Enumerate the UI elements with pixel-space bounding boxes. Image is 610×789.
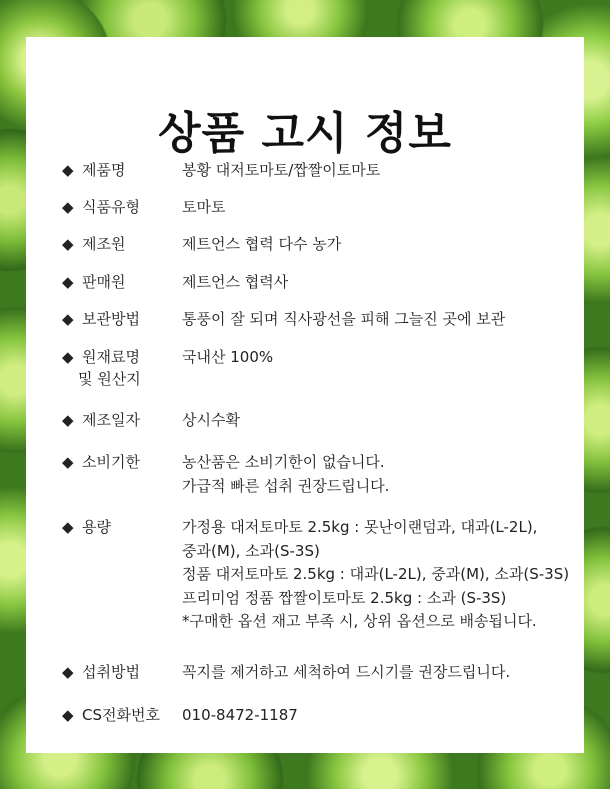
row-value: 봉황 대저토마토/짭짤이토마토 — [182, 161, 381, 179]
diamond-bullet-icon: ◆ — [62, 310, 74, 328]
diamond-bullet-icon: ◆ — [62, 411, 74, 429]
row-label: ◆ 소비기한 — [62, 453, 140, 471]
diamond-bullet-icon: ◆ — [62, 198, 74, 216]
row-label: ◆ 용량 — [62, 518, 111, 536]
diamond-bullet-icon: ◆ — [62, 273, 74, 291]
diamond-bullet-icon: ◆ — [62, 453, 74, 471]
diamond-bullet-icon: ◆ — [62, 348, 74, 366]
row-value: 제트언스 협력 다수 농가 — [182, 235, 342, 253]
cs-phone-number: 010-8472-1187 — [182, 706, 298, 724]
row-label: ◆ 판매원 — [62, 273, 126, 291]
row-value: 토마토 — [182, 198, 226, 216]
row-label: ◆ CS전화번호 — [62, 706, 160, 724]
diamond-bullet-icon: ◆ — [62, 161, 74, 179]
row-label: ◆ 섭취방법 — [62, 663, 140, 681]
row-value: 상시수확 — [182, 411, 240, 429]
diamond-bullet-icon: ◆ — [62, 663, 74, 681]
row-value: 농산품은 소비기한이 없습니다. 가급적 빠른 섭취 권장드립니다. — [182, 453, 390, 495]
page-title: 상품 고시 정보 — [158, 108, 452, 159]
diamond-bullet-icon: ◆ — [62, 235, 74, 253]
row-label: ◆ 원재료명 및 원산지 — [62, 348, 141, 388]
row-value: 국내산 100% — [182, 348, 274, 366]
row-value: 통풍이 잘 되며 직사광선을 피해 그늘진 곳에 보관 — [182, 310, 506, 328]
row-label: ◆ 제조원 — [62, 235, 126, 253]
row-label: ◆ 제조일자 — [62, 411, 140, 429]
row-value: 꼭지를 제거하고 세척하여 드시기를 권장드립니다. — [182, 663, 511, 681]
row-value: 제트언스 협력사 — [182, 273, 289, 291]
row-label: ◆ 식품유형 — [62, 198, 140, 216]
diamond-bullet-icon: ◆ — [62, 706, 74, 724]
row-label: ◆ 보관방법 — [62, 310, 140, 328]
info-card — [26, 37, 584, 753]
diamond-bullet-icon: ◆ — [62, 518, 74, 536]
row-label: ◆ 제품명 — [62, 161, 126, 179]
row-value: 가정용 대저토마토 2.5kg : 못난이랜덤과, 대과(L-2L), 중과(M), 소과(S-3S) 정품 대저토마토 2.5kg : 대과(L-2L), 중과(M), 소과(S-3S) 프리미엄 정품 짭짤이토마토 2.5kg : 소과 (S-3S) *구매한 옵션 재고 부족 시, 상위 옵션으로 배송됩니다. — [182, 518, 570, 630]
